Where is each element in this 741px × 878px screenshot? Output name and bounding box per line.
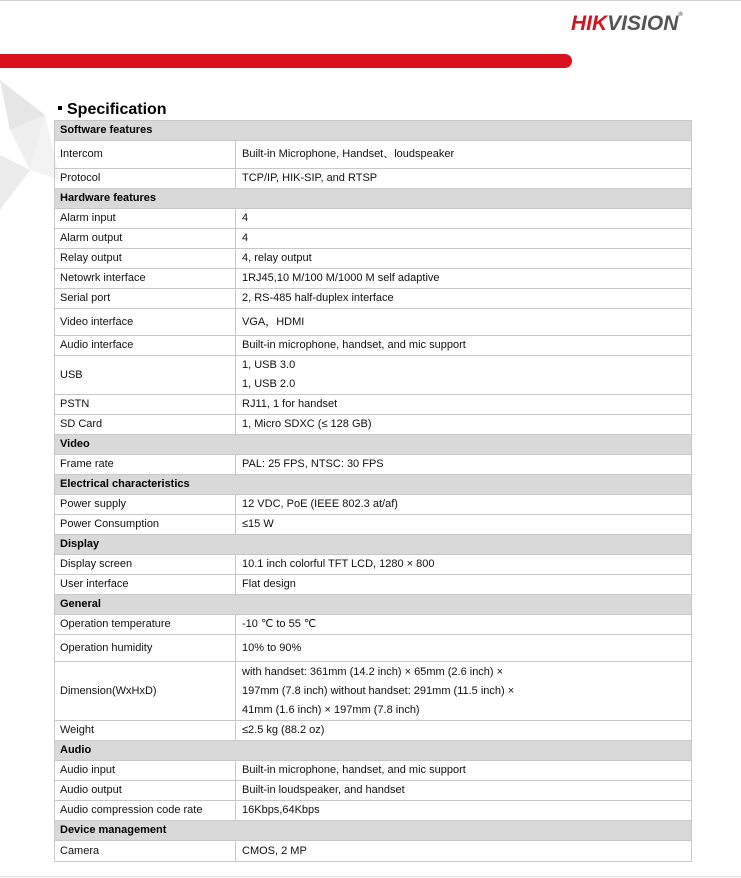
spec-row	[55, 169, 692, 189]
spec-label: Operation humidity	[55, 635, 236, 662]
spec-label: Camera	[55, 841, 236, 862]
spec-value: Built-in microphone, handset, and mic support	[236, 336, 692, 356]
spec-value: with handset: 361mm (14.2 inch) × 65mm (2.6 inch) × 197mm (7.8 inch) without handset: 291mm (11.5 inch) × 41mm (1.6 inch) × 197mm (7.8 inch)	[236, 662, 692, 721]
spec-value: 1, Micro SDXC (≤ 128 GB)	[236, 415, 692, 435]
spec-value: 4	[236, 229, 692, 249]
top-rule	[0, 0, 741, 1]
spec-label: Audio input	[55, 761, 236, 781]
spec-row	[55, 309, 692, 336]
spec-label: USB	[55, 356, 236, 395]
category-header-row	[55, 821, 692, 841]
spec-label: User interface	[55, 575, 236, 595]
spec-row	[55, 336, 692, 356]
specification-table-body	[55, 121, 692, 862]
red-header-bar	[0, 54, 572, 68]
logo-trademark: ®	[678, 12, 683, 18]
spec-row	[55, 249, 692, 269]
spec-row	[55, 289, 692, 309]
section-title	[58, 101, 167, 119]
spec-label: Dimension(WxHxD)	[55, 662, 236, 721]
spec-value: ≤2.5 kg (88.2 oz)	[236, 721, 692, 741]
section-title-text: Specification	[67, 101, 167, 118]
spec-label: Operation temperature	[55, 615, 236, 635]
spec-label: Relay output	[55, 249, 236, 269]
spec-row	[55, 721, 692, 741]
spec-row	[55, 841, 692, 862]
spec-value: 1, USB 3.0 1, USB 2.0	[236, 356, 692, 395]
spec-label: Power supply	[55, 495, 236, 515]
spec-row	[55, 495, 692, 515]
spec-row	[55, 575, 692, 595]
spec-value: 16Kbps,64Kbps	[236, 801, 692, 821]
spec-value: -10 ℃ to 55 ℃	[236, 615, 692, 635]
bullet-icon	[58, 106, 62, 110]
spec-row	[55, 555, 692, 575]
category-header-row	[55, 435, 692, 455]
category-header: General	[55, 595, 692, 615]
spec-value: Built-in microphone, handset, and mic support	[236, 761, 692, 781]
spec-value: 10% to 90%	[236, 635, 692, 662]
spec-row	[55, 229, 692, 249]
spec-label: Protocol	[55, 169, 236, 189]
spec-row	[55, 662, 692, 721]
category-header: Display	[55, 535, 692, 555]
spec-value: 1RJ45,10 M/100 M/1000 M self adaptive	[236, 269, 692, 289]
category-header-row	[55, 121, 692, 141]
spec-label: Power Consumption	[55, 515, 236, 535]
spec-row	[55, 761, 692, 781]
spec-value: Built-in Microphone, Handset、loudspeaker	[236, 141, 692, 169]
category-header: Video	[55, 435, 692, 455]
spec-value: 12 VDC, PoE (IEEE 802.3 at/af)	[236, 495, 692, 515]
spec-label: Intercom	[55, 141, 236, 169]
spec-value: 2, RS-485 half-duplex interface	[236, 289, 692, 309]
spec-row	[55, 455, 692, 475]
spec-value: RJ11, 1 for handset	[236, 395, 692, 415]
category-header: Device management	[55, 821, 692, 841]
spec-value: 4, relay output	[236, 249, 692, 269]
spec-label: Weight	[55, 721, 236, 741]
spec-value: TCP/IP, HIK-SIP, and RTSP	[236, 169, 692, 189]
category-header: Software features	[55, 121, 692, 141]
spec-row	[55, 395, 692, 415]
spec-value: PAL: 25 FPS, NTSC: 30 FPS	[236, 455, 692, 475]
spec-label: SD Card	[55, 415, 236, 435]
category-header-row	[55, 595, 692, 615]
category-header: Audio	[55, 741, 692, 761]
spec-value: Flat design	[236, 575, 692, 595]
category-header-row	[55, 741, 692, 761]
specification-table	[54, 120, 692, 862]
category-header-row	[55, 475, 692, 495]
spec-value: VGA，HDMI	[236, 309, 692, 336]
spec-row	[55, 356, 692, 395]
category-header: Hardware features	[55, 189, 692, 209]
spec-row	[55, 209, 692, 229]
spec-value: ≤15 W	[236, 515, 692, 535]
spec-label: Netowrk interface	[55, 269, 236, 289]
category-header-row	[55, 189, 692, 209]
spec-label: Video interface	[55, 309, 236, 336]
category-header: Electrical characteristics	[55, 475, 692, 495]
spec-value: Built-in loudspeaker, and handset	[236, 781, 692, 801]
spec-row	[55, 781, 692, 801]
spec-label: Display screen	[55, 555, 236, 575]
spec-row	[55, 515, 692, 535]
spec-label: Audio output	[55, 781, 236, 801]
spec-value: 4	[236, 209, 692, 229]
spec-label: Audio interface	[55, 336, 236, 356]
spec-label: Audio compression code rate	[55, 801, 236, 821]
spec-row	[55, 801, 692, 821]
spec-label: Alarm output	[55, 229, 236, 249]
spec-label: Alarm input	[55, 209, 236, 229]
spec-row	[55, 615, 692, 635]
spec-label: Frame rate	[55, 455, 236, 475]
spec-row	[55, 415, 692, 435]
logo-hik-text: HIK	[571, 12, 608, 35]
spec-row	[55, 269, 692, 289]
spec-value: CMOS, 2 MP	[236, 841, 692, 862]
spec-row	[55, 635, 692, 662]
spec-row	[55, 141, 692, 169]
spec-value: 10.1 inch colorful TFT LCD, 1280 × 800	[236, 555, 692, 575]
spec-label: Serial port	[55, 289, 236, 309]
spec-label: PSTN	[55, 395, 236, 415]
category-header-row	[55, 535, 692, 555]
bottom-rule	[0, 876, 741, 877]
logo-vision-text: VISION	[607, 12, 679, 35]
hikvision-logo	[571, 12, 683, 36]
